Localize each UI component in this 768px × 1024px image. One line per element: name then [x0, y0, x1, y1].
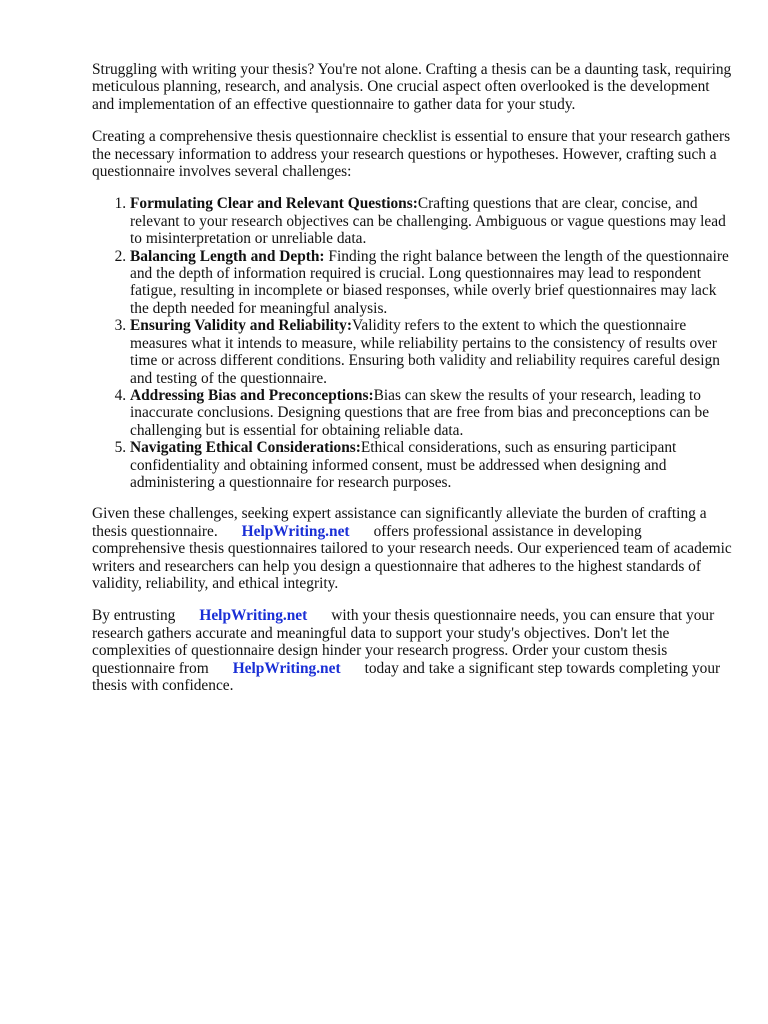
challenge-item-5 — [130, 439, 732, 491]
challenges-intro-paragraph: Creating a comprehensive thesis questionnaire checklist is essential to ensure that your research gathers the necessary information to address your research questions or hypotheses. However, crafting such a questionnaire involves several challenges: — [92, 128, 731, 181]
challenge-title: Balancing Length and Depth: — [130, 247, 325, 265]
challenge-title: Formulating Clear and Relevant Questions: — [130, 195, 418, 213]
document-page — [92, 61, 732, 709]
challenge-item-2 — [130, 248, 732, 318]
challenge-text: Ethical considerations, such as ensuring participant confidentiality and obtaining informed consent, must be addressed when designing and administering a questionnaire for research purposes. — [130, 439, 677, 491]
assistance-text-after: offers professional assistance in developing comprehensive thesis questionnaires tailored to your research needs. Our experienced team of academic writers and researchers can help you design a questionnaire that adheres to the highest standards of validity, reliability, and ethical integrity. — [92, 522, 732, 592]
closing-text-2: with your thesis questionnaire needs, you can ensure that your research gathers accurate and meaningful data to support your study's objectives. Don't let the complexities of questionnaire design hinder your research progress. Order your custom thesis questionnaire from — [92, 607, 715, 677]
helpwriting-link[interactable]: HelpWriting.net — [241, 522, 350, 540]
helpwriting-link[interactable]: HelpWriting.net — [199, 607, 308, 625]
assistance-paragraph — [92, 505, 732, 592]
challenge-item-4 — [130, 387, 732, 439]
challenge-text: Validity refers to the extent to which the questionnaire measures what it intends to measure, while reliability pertains to the consistency of results over time or across different conditions. Ensuring both validity and reliability requires careful design and testing of the questionnaire. — [130, 317, 720, 387]
challenge-title: Addressing Bias and Preconceptions: — [130, 386, 374, 404]
challenge-text: Bias can skew the results of your research, leading to inaccurate conclusions. Designing questions that are free from bias and preconceptions can be challenging but is essential for obtaining reliable data. — [130, 386, 710, 439]
helpwriting-link[interactable]: HelpWriting.net — [232, 659, 341, 677]
challenges-list — [92, 195, 732, 491]
challenge-text: Finding the right balance between the length of the questionnaire and the depth of information required is crucial. Long questionnaires may lead to respondent fatigue, resulting in incomplete or biased responses, while overly brief questionnaires may lack the depth needed for meaningful analysis. — [130, 247, 729, 317]
closing-paragraph — [92, 607, 732, 694]
challenge-item-3 — [130, 317, 732, 387]
challenge-text: Crafting questions that are clear, concise, and relevant to your research objectives can be challenging. Ambiguous or vague questions may lead to misinterpretation or unreliable data. — [130, 195, 726, 248]
assistance-text-before: Given these challenges, seeking expert assistance can significantly alleviate the burden of crafting a thesis questionnaire. — [92, 505, 707, 540]
closing-text-3: today and take a significant step towards completing your thesis with confidence. — [92, 659, 721, 694]
challenge-title: Ensuring Validity and Reliability: — [130, 317, 352, 335]
challenge-title: Navigating Ethical Considerations: — [130, 439, 361, 457]
intro-paragraph: Struggling with writing your thesis? You're not alone. Crafting a thesis can be a daunting task, requiring meticulous planning, research, and analysis. One crucial aspect often overlooked is the development and implementation of an effective questionnaire to gather data for your study. — [92, 61, 732, 113]
closing-text-1: By entrusting — [92, 607, 176, 625]
challenge-item-1 — [130, 195, 732, 247]
